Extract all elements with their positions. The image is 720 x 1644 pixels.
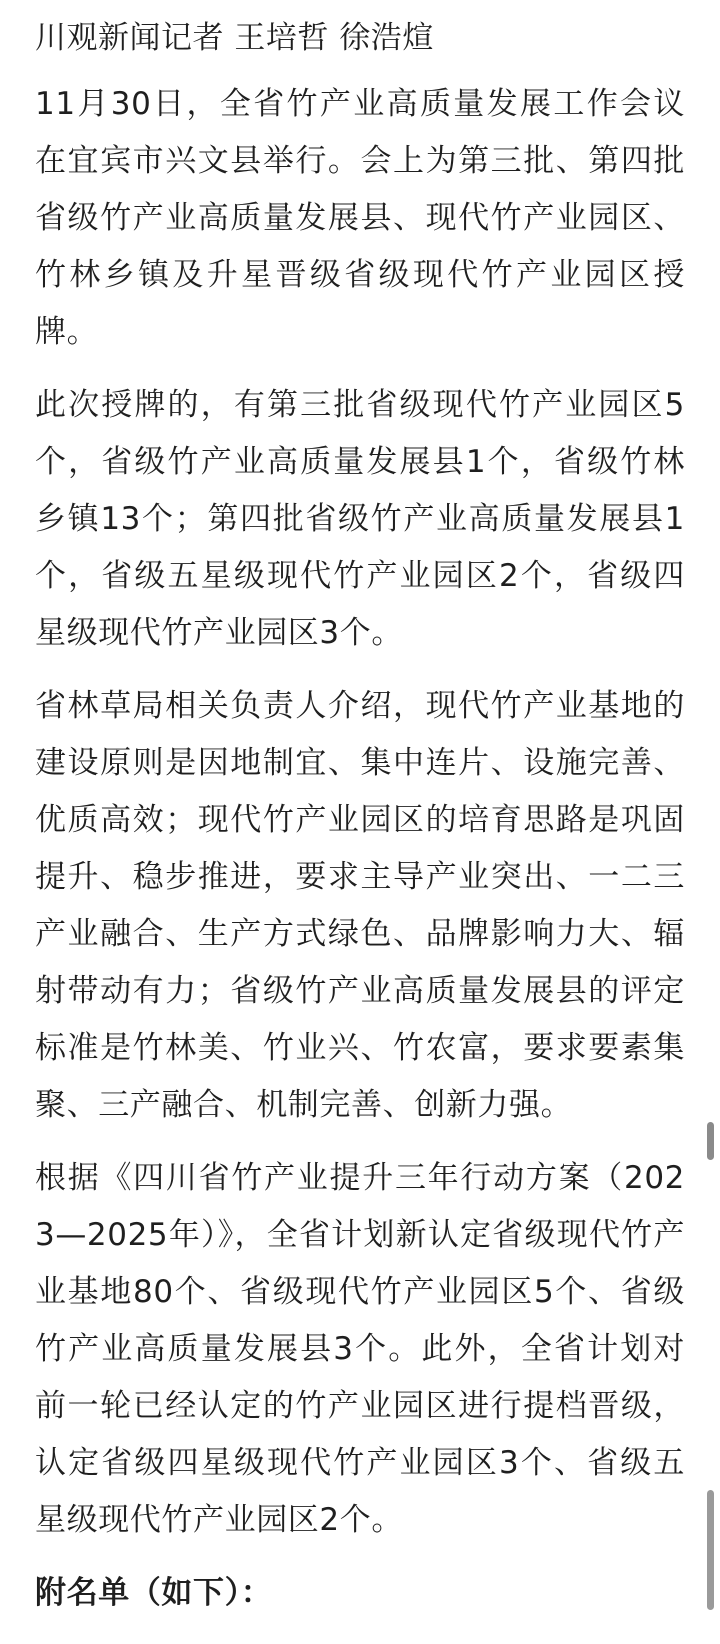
scrollbar-thumb[interactable]: [707, 1122, 714, 1160]
appendix-heading: 附名单（如下）：: [35, 1575, 273, 1611]
byline: 川观新闻记者 王培哲 徐浩煊: [35, 20, 434, 56]
scrollbar-indicator[interactable]: [707, 1490, 714, 1610]
paragraph-awards: 此次授牌的，有第三批省级现代竹产业园区5个，省级竹产业高质量发展县1个，省级竹林乡镇13个；第四批省级竹产业高质量发展县1个，省级五星级现代竹产业园区2个，省级四星级现代竹产业园区3个。: [35, 387, 685, 651]
paragraph-principles: 省林草局相关负责人介绍，现代竹产业基地的建设原则是因地制宜、集中连片、设施完善、优质高效；现代竹产业园区的培育思路是巩固提升、稳步推进，要求主导产业突出、一二三产业融合、生产方式绿色、品牌影响力大、辐射带动有力；省级竹产业高质量发展县的评定标准是竹林美、竹业兴、竹农富，要求要素集聚、三产融合、机制完善、创新力强。: [35, 688, 685, 1123]
article-body: [35, 12, 685, 1622]
paragraph-plan: 根据《四川省竹产业提升三年行动方案（2023—2025年）》，全省计划新认定省级现代竹产业基地80个、省级现代竹产业园区5个、省级竹产业高质量发展县3个。此外，全省计划对前一轮已经认定的竹产业园区进行提档晋级，认定省级四星级现代竹产业园区3个、省级五星级现代竹产业园区2个。: [35, 1160, 685, 1538]
paragraph-ceremony: 11月30日，全省竹产业高质量发展工作会议在宜宾市兴文县举行。会上为第三批、第四批省级竹产业高质量发展县、现代竹产业园区、竹林乡镇及升星晋级省级现代竹产业园区授牌。: [35, 86, 685, 350]
